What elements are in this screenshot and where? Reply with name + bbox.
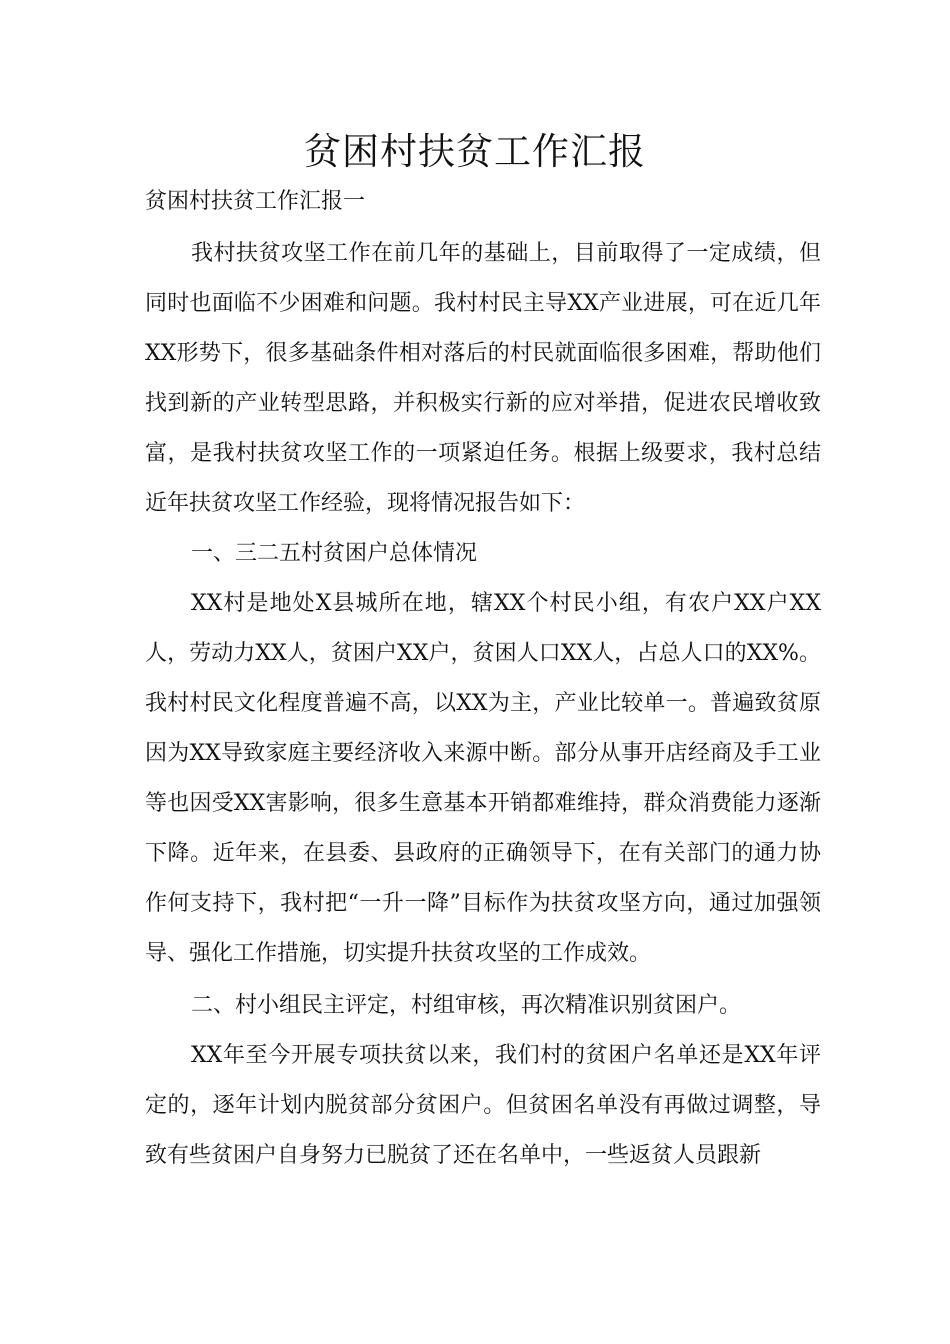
paragraph-intro: 我村扶贫攻坚工作在前几年的基础上，目前取得了一定成绩，但同时也面临不少困难和问题。我村村民主导XX产业进展，可在近几年XX形势下，很多基础条件相对落后的村民就面临很多困难，帮助他们找到新的产业转型思路，并积极实行新的应对举措，促进农民增收致富，是我村扶贫攻坚工作的一项紧迫任务。根据上级要求，我村总结近年扶贫攻坚工作经验，现将情况报告如下：: [145, 241, 821, 516]
document-body: [145, 177, 821, 1181]
section-heading-2: 二、村小组民主评定，村组审核，再次精准识别贫困户。: [191, 993, 742, 1018]
section-heading-1: 一、三二五村贫困户总体情况: [191, 541, 478, 566]
paragraph-identification: XX年至今开展专项扶贫以来，我们村的贫困户名单还是XX年评定的，逐年计划内脱贫部分贫困户。但贫困名单没有再做过调整，导致有些贫困户自身努力已脱贫了还在名单中，一些返贫人员跟新: [145, 1043, 821, 1168]
document-subtitle: 贫困村扶贫工作汇报一: [145, 189, 366, 214]
document-title: 贫困村扶贫工作汇报: [304, 130, 646, 173]
paragraph-overview: XX村是地处X县城所在地，辖XX个村民小组，有农户XX户XX人，劳动力XX人，贫困户XX户，贫困人口XX人，占总人口的XX%。我村村民文化程度普遍不高，以XX为主，产业比较单一。普遍致贫原因为XX导致家庭主要经济收入来源中断。部分从事开店经商及手工业等也因受XX害影响，很多生意基本开销都难维持，群众消费能力逐渐下降。近年来，在县委、县政府的正确领导下，在有关部门的通力协作何支持下，我村把“一升一降”目标作为扶贫攻坚方向，通过加强领导、强化工作措施，切实提升扶贫攻坚的工作成效。: [145, 591, 821, 966]
